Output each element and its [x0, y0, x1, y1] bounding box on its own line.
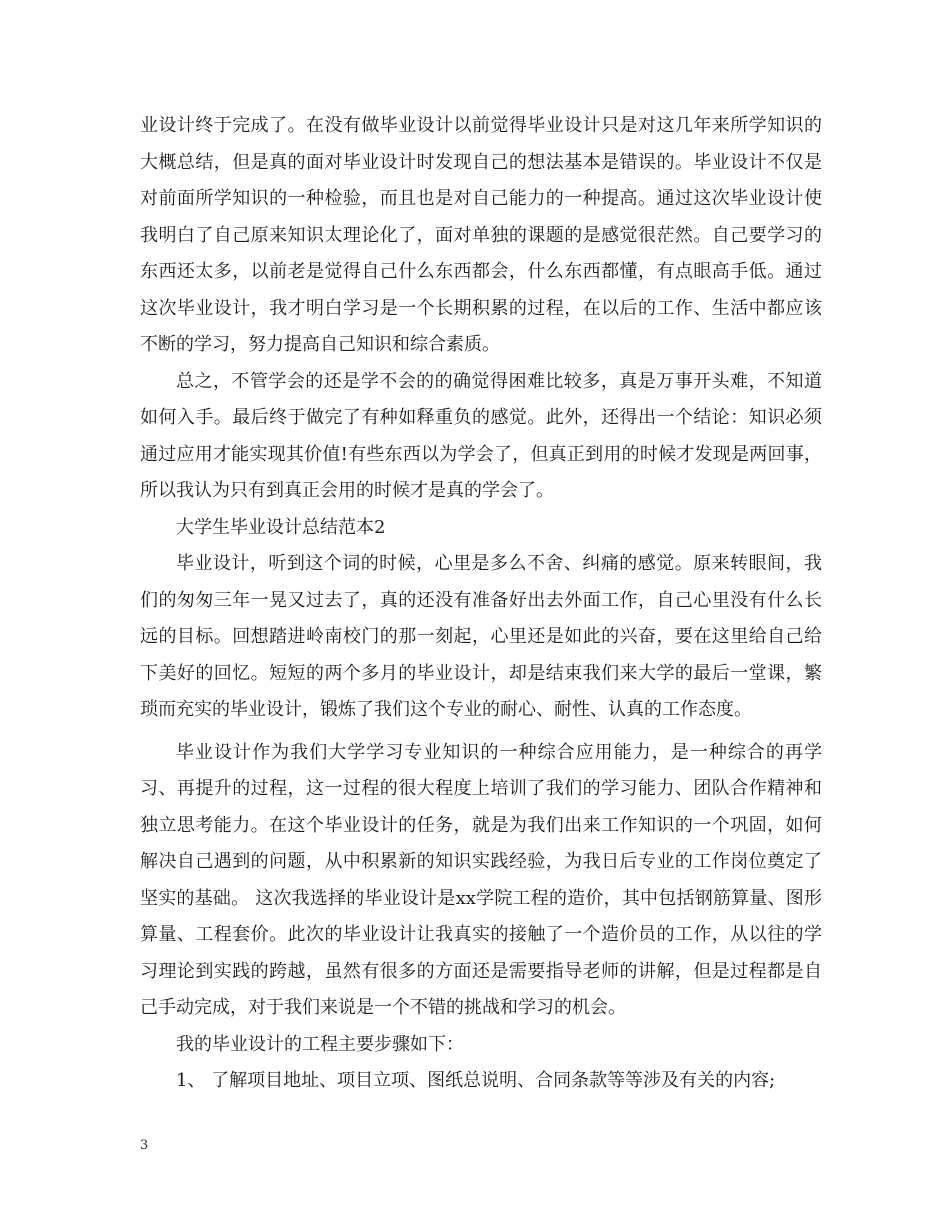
- list-item: 1、 了解项目地址、项目立项、图纸总说明、合同条款等等涉及有关的内容;: [176, 1070, 776, 1091]
- paragraph-steps-heading: 我的毕业设计的工程主要步骤如下：: [176, 1033, 464, 1055]
- page-number: 3: [140, 1138, 149, 1153]
- paragraph-continuation: 业设计终于完成了。在没有做毕业设计以前觉得毕业设计只是对这几年来所学知识的大概总结，但是真的面对毕业设计时发现自己的想法基本是错误的。毕业设计不仅是对前面所学知识的一种检验，而且也是对自己能力的一种提高。通过这次毕业设计使我明白了自己原来知识太理论化了，面对单独的课题的是感觉很茫然。自己要学习的东西还太多，以前老是觉得自己什么东西都会，什么东西都懂，有点眼高手低。通过这次毕业设计，我才明白学习是一个长期积累的过程，在以后的工作、生活中都应该不断的学习，努力提高自己知识和综合素质。: [140, 115, 822, 355]
- section-heading: 大学生毕业设计总结范本2: [176, 516, 386, 538]
- paragraph-conclusion: 总之，不管学会的还是学不会的的确觉得困难比较多，真是万事开头难，不知道如何入手。最后终于做完了有种如释重负的感觉。此外，还得出一个结论：知识必须通过应用才能实现其价值!有些东西以为学会了，但真正到用的时候才发现是两回事，所以我认为只有到真正会用的时候才是真的学会了。: [140, 370, 822, 501]
- paragraph-intro: 毕业设计，听到这个词的时候，心里是多么不舍、纠痛的感觉。原来转眼间，我们的匆匆三年一晃又过去了，真的还没有准备好出去外面工作，自己心里没有什么长远的目标。回想踏进岭南校门的那一刻起，心里还是如此的兴奋，要在这里给自己给下美好的回忆。短短的两个多月的毕业设计，却是结束我们来大学的最后一堂课，繁琐而充实的毕业设计，锻炼了我们这个专业的耐心、耐性、认真的工作态度。: [140, 553, 822, 720]
- document-body: [140, 108, 822, 1100]
- paragraph-design-purpose: 毕业设计作为我们大学学习专业知识的一种综合应用能力，是一种综合的再学习、再提升的过程，这一过程的很大程度上培训了我们的学习能力、团队合作精神和独立思考能力。在这个毕业设计的任务，就是为我们出来工作知识的一个巩固，如何解决自己遇到的问题，从中积累新的知识实践经验，为我日后专业的工作岗位奠定了坚实的基础。 这次我选择的毕业设计是xx学院工程的造价，其中包括钢筋算量、图形算量、工程套价。此次的毕业设计让我真实的接触了一个造价员的工作，从以往的学习理论到实践的跨越，虽然有很多的方面还是需要指导老师的讲解，但是过程都是自己手动完成，对于我们来说是一个不错的挑战和学习的机会。: [140, 741, 822, 1018]
